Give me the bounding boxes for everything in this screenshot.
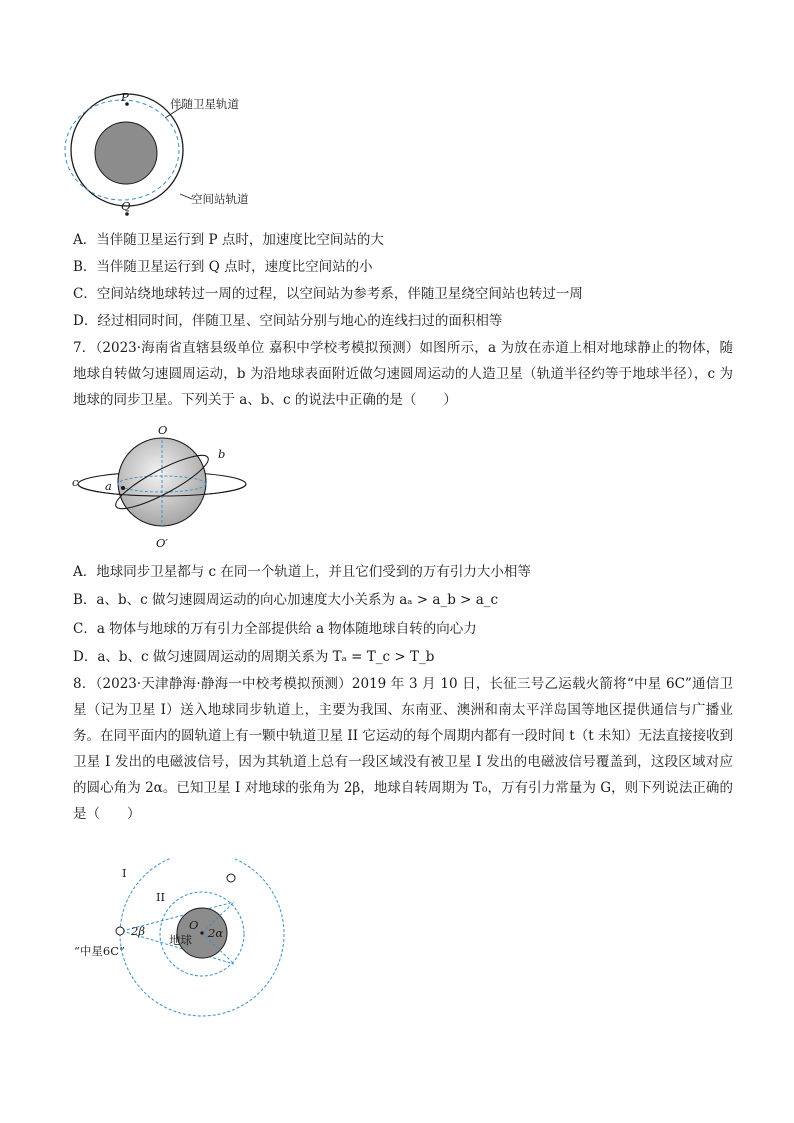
label-2alpha: 2α <box>208 926 224 940</box>
label-zhongxing: “中星6C” <box>74 944 125 958</box>
label-station-orbit: 空间站轨道 <box>191 192 249 206</box>
q6-option-a: A．当伴随卫星运行到 P 点时，加速度比空间站的大 <box>73 232 384 248</box>
label-o: O <box>158 423 168 437</box>
q6-option-b: B．当伴随卫星运行到 Q 点时，速度比空间站的小 <box>73 259 373 275</box>
label-a: a <box>105 479 112 493</box>
satellite-i <box>116 927 124 935</box>
q7-stem: 7．（2023·海南省直辖县级单位 嘉积中学校考模拟预测）如图所示，a 为放在赤道上相对地球静止的物体，随地球自转做匀速圆周运动，b 为沿地球表面附近做匀速圆周运动的人造卫星（轨道半径约等于地球半径），c 为地球的同步卫星。下列关于 a、b、c 的说法中正确的是（ ） <box>73 340 733 408</box>
q7-option-a: A．地球同步卫星都与 c 在同一个轨道上，并且它们受到的万有引力大小相等 <box>73 564 531 580</box>
label-o-prime: O′ <box>156 536 169 550</box>
center-o <box>200 931 203 934</box>
q8-stem: 8．（2023·天津静海·静海一中校考模拟预测）2019 年 3 月 10 日，长征三号乙运载火箭将“中星 6C”通信卫星（记为卫星 I）送入地球同步轨道上，主要为我国、东南亚、澳洲和南太平洋岛国等地区提供通信与广播业务。在同平面内的圆轨道上有一颗中轨道卫星 II 它运动的每个周期内都有一段时间 t（t 未知）无法直接接收到卫星 I 发出的电磁波信号，因为其轨道上总有一段区域没有被卫星 I 发出的电磁波信号覆盖到，这段区域对应的圆心角为 2α。已知卫星 I 对地球的张角为 2β，地球自转周期为 T₀，万有引力常量为 G，则下列说法正确的是（ ） <box>73 676 733 822</box>
label-q: Q <box>121 199 131 213</box>
q7-option-b: B．a、b、c 做匀速圆周运动的向心加速度大小关系为 aₐ > a_b > a_c <box>73 592 499 608</box>
label-c: c <box>72 475 79 489</box>
figure-orbits <box>60 88 290 220</box>
q6-option-c: C．空间站绕地球转过一周的过程，以空间站为参考系，伴随卫星绕空间站也转过一周 <box>73 286 583 302</box>
earth-disc <box>95 122 157 184</box>
q6-option-d: D．经过相同时间，伴随卫星、空间站分别与地心的连线扫过的面积相等 <box>73 313 503 329</box>
label-p: P <box>121 90 129 104</box>
figure-signal-coverage <box>66 858 296 1028</box>
label-2beta: 2β <box>131 924 145 938</box>
label-b: b <box>218 447 226 461</box>
label-i: I <box>122 866 127 880</box>
label-companion-orbit: 伴随卫星轨道 <box>170 97 239 111</box>
label-earth: 地球 <box>169 933 192 947</box>
satellite-ii <box>227 874 235 882</box>
q7-option-c: C．a 物体与地球的万有引力全部提供给 a 物体随地球自转的向心力 <box>73 621 477 637</box>
point-a <box>121 486 125 490</box>
figure-earth-satellites <box>66 418 266 554</box>
label-o: O <box>189 918 199 932</box>
q7-option-d: D．a、b、c 做匀速圆周运动的周期关系为 Tₐ = T_c > T_b <box>73 649 435 665</box>
label-ii: II <box>156 890 166 904</box>
